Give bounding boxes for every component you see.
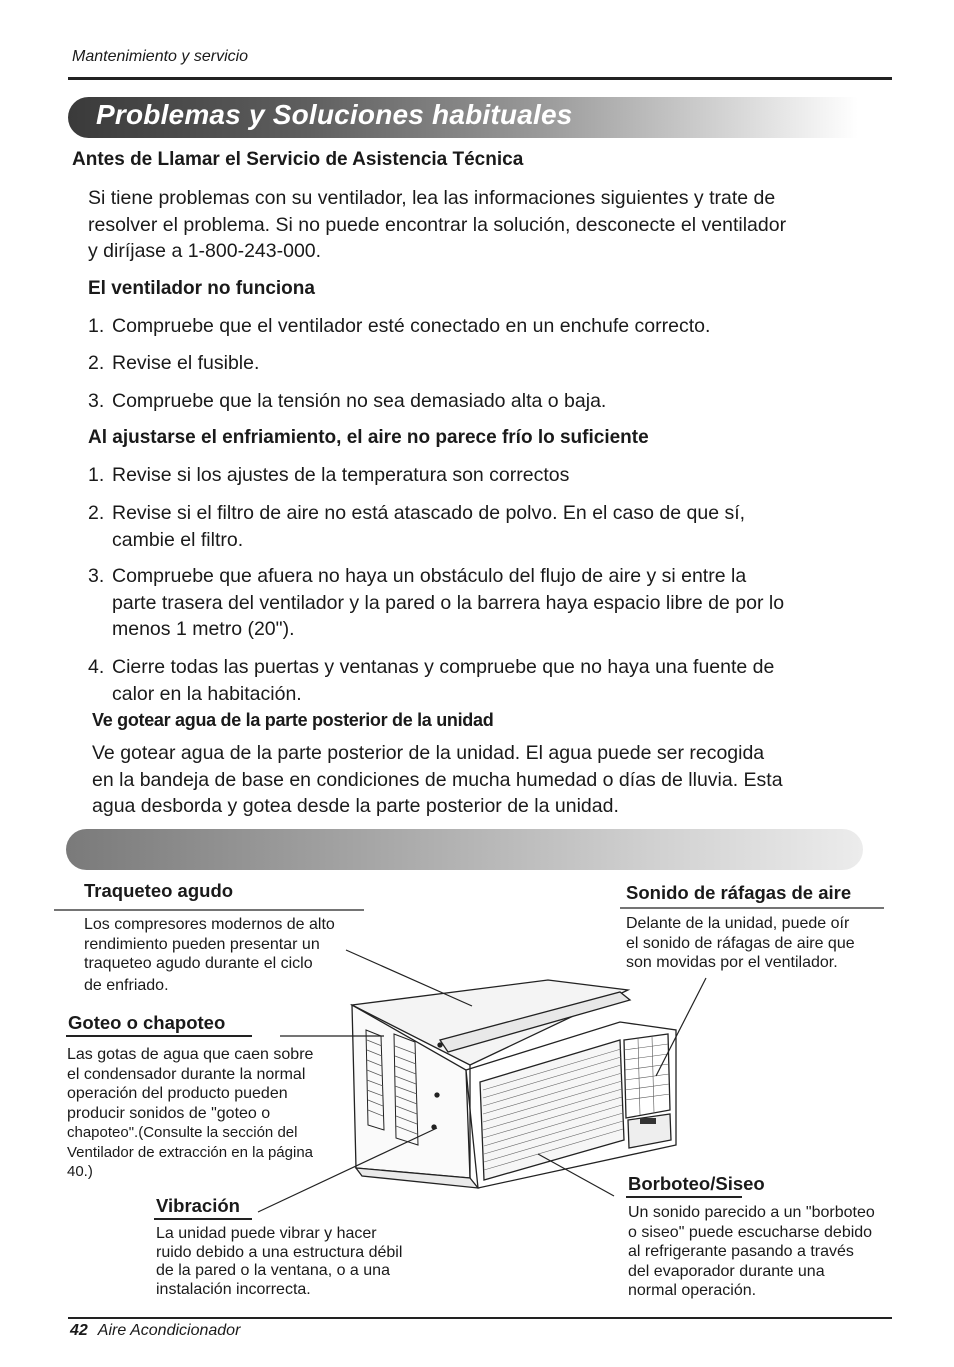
section-heading-enfriamiento: Al ajustarse el enfriamiento, el aire no parece frío lo suficiente: [88, 427, 649, 448]
section-heading-gotear: Ve gotear agua de la parte posterior de la unidad: [92, 710, 494, 730]
callout-line: ruido debido a una estructura débil: [156, 1243, 403, 1261]
item-text: Cierre todas las puertas y ventanas y compruebe que no haya una fuente de: [112, 656, 775, 678]
page-footer: [70, 1322, 240, 1340]
callout-text-rafagas: [626, 914, 855, 973]
item-number: 4.: [88, 656, 105, 678]
item-text: Compruebe que el ventilador esté conectado en un enchufe correcto.: [112, 315, 711, 337]
item-text: Revise si los ajustes de la temperatura son correctos: [112, 464, 570, 486]
callout-text-vibracion: [156, 1225, 402, 1299]
callout-underline: [154, 1218, 252, 1220]
page-title: Problemas y Soluciones habituales: [96, 99, 573, 130]
callout-line: operación del producto pueden: [67, 1085, 288, 1102]
paragraph-line: en la bandeja de base en condiciones de mucha humedad o días de lluvia. Esta: [92, 768, 783, 791]
callout-line: producir sonidos de "goteo o: [67, 1104, 271, 1122]
callout-line: 40.): [67, 1163, 93, 1180]
footer-rule: [68, 1317, 892, 1319]
callout-line: Un sonido parecido a un "borboteo: [628, 1204, 875, 1221]
paragraph-line: agua desborda y gotea desde la parte posterior de la unidad.: [92, 795, 619, 817]
callout-line: Ventilador de extracción en la página: [67, 1143, 314, 1161]
section-heading-no-funciona: El ventilador no funciona: [88, 278, 315, 299]
intro-heading: Antes de Llamar el Servicio de Asistencia Técnica: [72, 149, 524, 170]
callout-line: rendimiento pueden presentar un: [84, 935, 320, 953]
callout-title-traqueteo: Traqueteo agudo: [84, 880, 234, 901]
section-label: Mantenimiento y servicio: [72, 48, 249, 65]
callout-underline: [626, 1196, 742, 1198]
callout-title-goteo: Goteo o chapoteo: [68, 1012, 226, 1033]
callout-line: de enfriado.: [84, 976, 169, 994]
intro-line: Si tiene problemas con su ventilador, lea las informaciones siguientes y trate de: [88, 187, 776, 209]
callout-title-rafagas: Sonido de ráfagas de aire: [626, 882, 852, 903]
callout-title-vibracion: Vibración: [156, 1195, 240, 1216]
callout-line: al refrigerante pasando a través: [628, 1243, 854, 1260]
item-number: 1.: [88, 464, 105, 486]
paragraph-line: Ve gotear agua de la parte posterior de la unidad. El agua puede ser recogida: [92, 742, 765, 764]
callout-title-borboteo: Borboteo/Siseo: [628, 1173, 765, 1194]
callout-line: Delante de la unidad, puede oír: [626, 915, 850, 932]
item-text: Revise el fusible.: [112, 352, 260, 374]
item-text: calor en la habitación.: [112, 682, 302, 705]
item-text: Compruebe que la tensión no sea demasiado alta o baja.: [112, 390, 607, 412]
callout-line: de la pared o la ventana, o a una: [156, 1262, 390, 1279]
footer-label: Aire Acondicionador: [97, 1322, 241, 1339]
callout-line: son movidas por el ventilador.: [626, 954, 838, 971]
callout-line: instalación incorrecta.: [156, 1280, 311, 1298]
callout-line: La unidad puede vibrar y hacer: [156, 1225, 377, 1242]
item-text: cambie el filtro.: [112, 528, 244, 551]
intro-line: resolver el problema. Si no puede encontrar la solución, desconecte el ventilador: [88, 213, 787, 236]
callout-line: el condensador durante la normal: [67, 1065, 306, 1083]
page-number: 42: [70, 1322, 88, 1339]
intro-line: y diríjase a 1-800-243-000.: [88, 240, 322, 262]
callout-text-traqueteo: [84, 915, 335, 995]
item-number: 2.: [88, 502, 105, 524]
callout-line: del evaporador durante una: [628, 1262, 825, 1280]
callout-text-borboteo: [628, 1203, 875, 1301]
callout-line: el sonido de ráfagas de aire que: [626, 934, 855, 952]
item-text: menos 1 metro (20").: [112, 618, 295, 640]
item-text: Revise si el filtro de aire no está atascado de polvo. En el caso de que sí,: [112, 502, 746, 524]
item-number: 1.: [88, 315, 105, 337]
callout-underline: [66, 1035, 252, 1037]
callout-line: traqueteo agudo durante el ciclo: [84, 955, 313, 972]
item-number: 2.: [88, 352, 105, 374]
item-number: 3.: [88, 390, 105, 412]
callout-text-goteo: [67, 1045, 313, 1182]
callout-line: normal operación.: [628, 1282, 757, 1299]
callout-line: o siseo" puede escucharse debido: [628, 1223, 873, 1241]
item-text: parte trasera del ventilador y la pared o la barrera haya espacio libre de por lo: [112, 591, 785, 614]
callout-line: Las gotas de agua que caen sobre: [67, 1046, 314, 1063]
callout-line: Los compresores modernos de alto: [84, 916, 335, 933]
item-text: Compruebe que afuera no haya un obstáculo del flujo de aire y si entre la: [112, 565, 747, 587]
callout-line: chapoteo".(Consulte la sección del: [67, 1124, 298, 1141]
item-number: 3.: [88, 565, 105, 587]
